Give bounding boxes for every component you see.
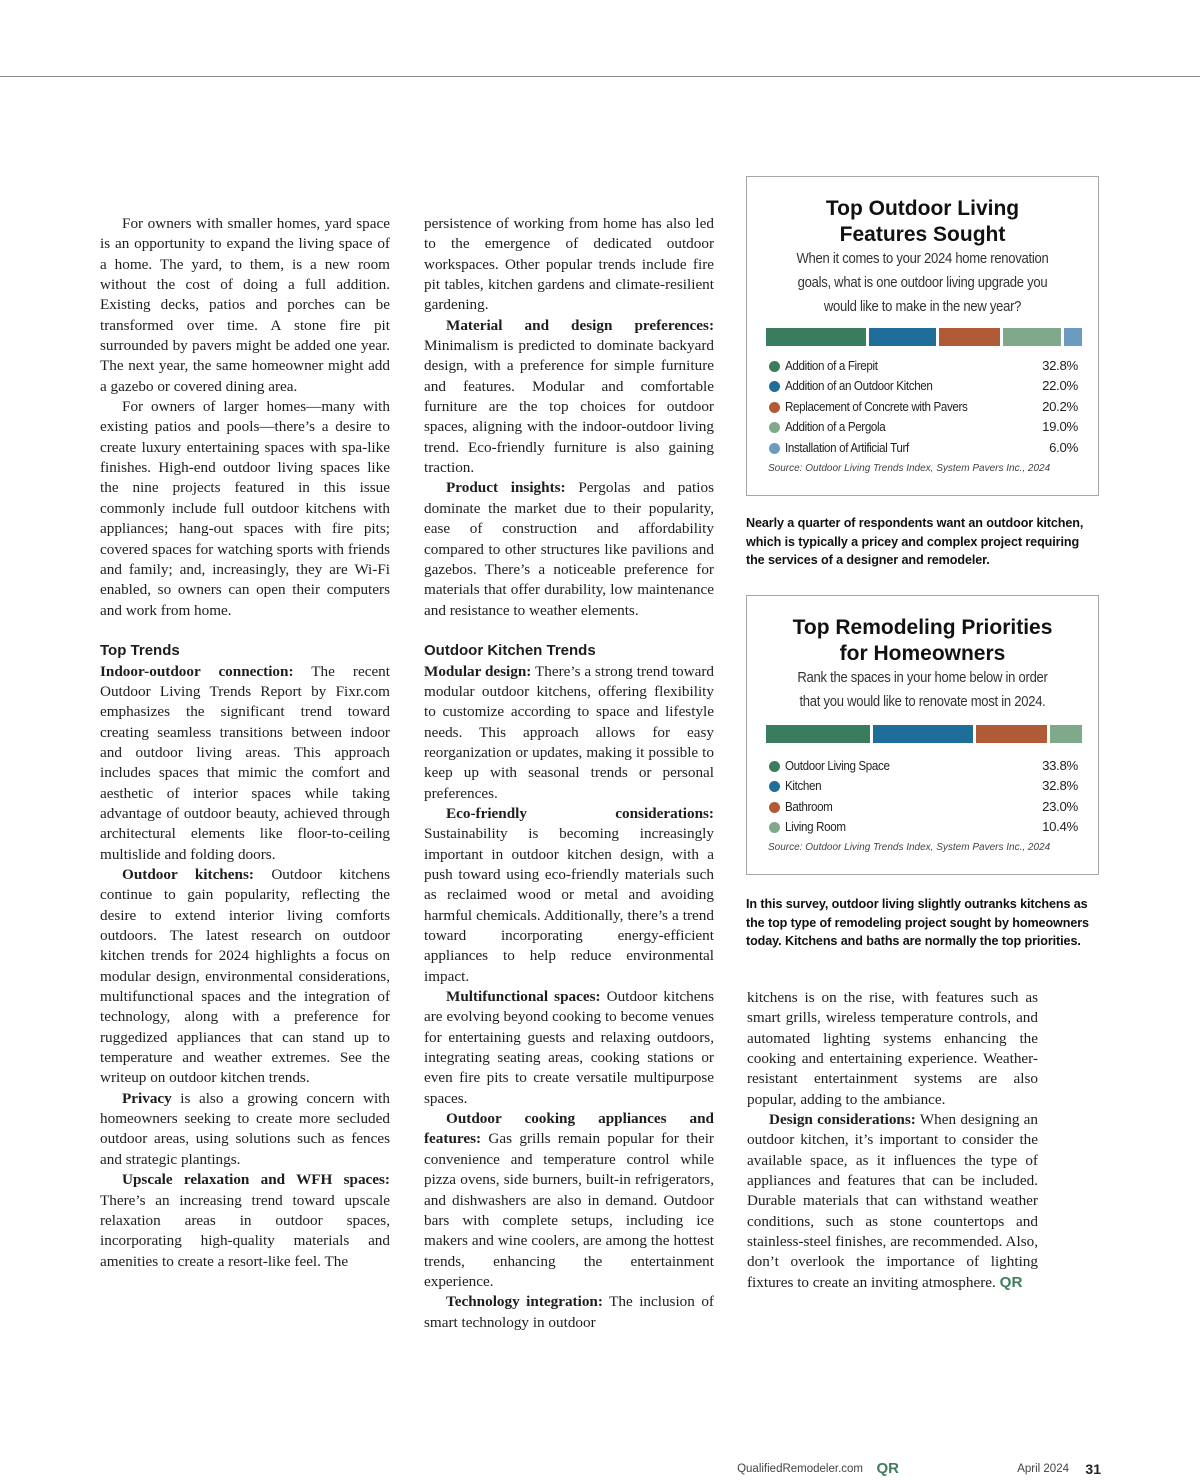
run-in-heading: Upscale relaxation and WFH spaces:: [122, 1171, 390, 1189]
run-in-heading: Multifunctional spaces:: [446, 988, 601, 1006]
chart-legend: [769, 756, 1080, 838]
legend-value: 23.0%: [1042, 798, 1078, 814]
paragraph-text: Sustainability is becoming increasingly important in outdoor kitchen design, with a push toward using eco-friendly materials such as reclaimed wood or metal and avoiding harmful chemicals. Additionally, there’s a trend toward incorporating energy-efficient appliances to help reduce environmental impact.: [424, 825, 714, 985]
chart-caption: In this survey, outdoor living slightly outranks kitchens as the top type of remodeling project sought by homeowners today. Kitchens and baths are normally the top priorities.: [746, 897, 1089, 948]
paragraph: For owners with smaller homes, yard space is an opportunity to expand the living space of a home. The yard, to them, is a new room without the cost of doing a full addition. Existing decks, patios and porches can be transformed over time. A stone fire pit surrounded by pavers might be added one year. The next year, the same homeowner might add a gazebo or covered dining area.: [100, 215, 390, 395]
paragraph: [100, 865, 390, 1089]
paragraph: [100, 662, 390, 865]
legend-swatch: [769, 443, 780, 454]
paragraph-text: Outdoor kitchens continue to gain popularity, reflecting the desire to extend interior living comforts outdoors. The latest research on outdoor kitchen trends for 2024 highlights a focus on modular design, environmental considerations, multifunctional spaces and the integration of technology, along with a preference for ruggedized appliances that can stand up to temperature and weather extremes. See the writeup on outdoor kitchen trends.: [100, 866, 390, 1087]
legend-item: [769, 817, 1080, 837]
run-in-heading: Material and design preferences:: [446, 316, 714, 334]
article-column-1: [100, 214, 390, 1272]
article-column-2: [424, 214, 714, 1333]
bar-segment: [1050, 725, 1082, 743]
paragraph-text: Minimalism is predicted to dominate backyard design, with a preference for simple furniture and features. Modular and comfortable furniture are the top choices for outdoor spaces, aligning with the indoor-outdoor living trend. Eco-friendly furniture is also gaining traction.: [424, 337, 714, 477]
run-in-heading: Outdoor cooking appliances and features:: [424, 1110, 714, 1148]
legend-swatch: [769, 381, 780, 392]
legend-value: 32.8%: [1042, 778, 1078, 794]
run-in-heading: Modular design:: [424, 662, 532, 680]
qr-logo: QR: [876, 1460, 899, 1477]
run-in-heading: Design considerations:: [769, 1111, 916, 1129]
paragraph: [424, 478, 714, 620]
legend-swatch: [769, 781, 780, 792]
paragraph-text: Gas grills remain popular for their convenience and temperature control while pizza ovens, side burners, built-in refrigerators, and dishwashers are also in demand. Outdoor bars with complete setups, including ice makers and wine coolers, are among the hottest trends, enhancing the entertainment experience.: [424, 1130, 714, 1290]
legend-label: Installation of Artificial Turf: [785, 439, 909, 455]
legend-swatch: [769, 402, 780, 413]
paragraph: [424, 316, 714, 479]
chart-subtitle-line: would like to make in the new year?: [823, 299, 1022, 315]
bar-segment: [1003, 328, 1061, 346]
run-in-heading: Eco-friendly considerations:: [446, 804, 714, 822]
legend-value: 19.0%: [1042, 419, 1078, 435]
footer-date: April 2024: [1017, 1463, 1069, 1475]
chart-subtitle-line: When it comes to your 2024 home renovation: [796, 251, 1049, 267]
chart-source: Source: Outdoor Living Trends Index, System Pavers Inc., 2024: [768, 463, 1051, 474]
legend-item: [769, 776, 1080, 796]
bar-segment: [766, 328, 866, 346]
chart-outdoor-features: [746, 176, 1099, 496]
chart-title-line: Features Sought: [839, 223, 1006, 246]
paragraph: persistence of working from home has also led to the emergence of dedicated outdoor workspaces. Other popular trends include fire pit tables, kitchen gardens and climate-resilient gardening.: [424, 215, 714, 314]
legend-swatch: [769, 761, 780, 772]
legend-value: 33.8%: [1042, 758, 1078, 773]
paragraph-text: When designing an outdoor kitchen, it’s important to consider the available space, as it influences the type of appliances and features that can be included. Durable materials that can withstand weather conditions, such as stone countertops and stainless-steel finishes, are recommended. Also, don’t overlook the importance of lighting fixtures to create an inviting atmosphere.: [747, 1111, 1038, 1291]
legend-value: 20.2%: [1042, 398, 1078, 414]
article-column-3: [747, 988, 1038, 1293]
chart-caption: Nearly a quarter of respondents want an outdoor kitchen, which is typically a pricey and complex project requiring the services of a designer and remodeler.: [746, 516, 1084, 567]
paragraph: [424, 1109, 714, 1292]
legend-swatch: [769, 822, 780, 833]
stacked-bar: [766, 328, 1082, 346]
paragraph-text: There’s an increasing trend toward upscale relaxation areas in outdoor spaces, incorporating high-quality materials and amenities to create a resort-like feel. The: [100, 1191, 390, 1270]
chart-title-line: Top Remodeling Priorities: [792, 616, 1053, 639]
header-rule: [0, 76, 1200, 77]
legend-item: [769, 397, 1080, 417]
run-in-heading: Outdoor kitchens:: [122, 866, 254, 883]
run-in-heading: Privacy: [122, 1089, 172, 1107]
chart-subtitle: [765, 666, 1081, 714]
run-in-heading: Indoor-outdoor connection:: [100, 662, 294, 680]
bar-segment: [869, 328, 936, 346]
paragraph: kitchens is on the rise, with features such as smart grills, wireless temperature controls, and automated lighting systems enhancing the cooking and entertaining experience. Weather-resistant entertainment systems are also popular, adding to the ambiance.: [747, 989, 1038, 1108]
chart-title-line: for Homeowners: [839, 642, 1006, 665]
paragraph: [424, 804, 714, 987]
legend-label: Addition of a Firepit: [785, 358, 878, 373]
legend-value: 32.8%: [1042, 358, 1078, 373]
legend-value: 22.0%: [1042, 378, 1078, 394]
legend-label: Bathroom: [785, 798, 833, 814]
paragraph-text: Outdoor kitchens are evolving beyond cooking to become venues for entertaining guests and relaxing outdoors, integrating seating areas, cooking stations or even fire pits to create versatile multipurpose spaces.: [424, 988, 714, 1107]
chart-legend: [769, 356, 1080, 458]
legend-label: Addition of an Outdoor Kitchen: [785, 378, 933, 394]
bar-segment: [976, 725, 1047, 743]
chart-title: [747, 615, 1098, 667]
section-heading: Top Trends: [100, 642, 180, 660]
paragraph-text: Pergolas and patios dominate the market due to their popularity, ease of construction and affordability compared to other structures like pavilions and gazebos. There’s a noticeable preference for materials that offer durability, low maintenance and resistance to weather elements.: [424, 479, 714, 619]
paragraph: [747, 1110, 1038, 1293]
run-in-heading: Product insights:: [446, 479, 566, 497]
paragraph-text: The recent Outdoor Living Trends Report by Fixr.com emphasizes the significant trend toward creating seamless transitions between indoor and outdoor living areas. This approach includes spaces that mimic the comfort and aesthetic of interior spaces while taking advantage of outdoor beauty, achieved through architectural elements like floor-to-ceiling multislide and folding doors.: [100, 662, 390, 863]
chart-remodeling-priorities: [746, 595, 1099, 875]
paragraph-text: There’s a strong trend toward modular outdoor kitchens, offering flexibility to customize according to space and lifestyle needs. This approach allows for easy reorganization or updates, making it possible to keep up with seasonal trends or personal preferences.: [424, 662, 714, 802]
footer-site-link[interactable]: QualifiedRemodeler.com: [737, 1463, 863, 1475]
paragraph: [424, 987, 714, 1109]
chart-title: [747, 196, 1098, 248]
paragraph: For owners of larger homes—many with existing patios and pools—there’s a desire to create luxury entertaining spaces with spa-like finishes. High-end outdoor living spaces like the nine projects featured in this issue commonly include full outdoor kitchens with appliances; hang-out spaces with fire pits; covered spaces for watching sports with friends and family; and, increasingly, they are Wi-Fi enabled, so owners can open their computers and work from home.: [100, 398, 390, 619]
page-footer: [0, 1460, 1101, 1480]
bar-segment: [873, 725, 974, 743]
bar-segment: [766, 725, 870, 743]
paragraph-text: is also a growing concern with homeowners seeking to create more secluded outdoor areas, using solutions such as fences and strategic plantings.: [100, 1089, 390, 1168]
legend-item: [769, 376, 1080, 396]
legend-label: Replacement of Concrete with Pavers: [785, 398, 968, 414]
legend-swatch: [769, 422, 780, 433]
chart-title-line: Top Outdoor Living: [825, 197, 1020, 220]
paragraph: [424, 662, 714, 804]
legend-label: Living Room: [785, 819, 846, 835]
chart-subtitle: [765, 247, 1081, 319]
legend-item: [769, 417, 1080, 437]
run-in-heading: Technology integration:: [446, 1293, 603, 1311]
paragraph: [424, 1292, 714, 1333]
legend-swatch: [769, 802, 780, 813]
section-heading: Outdoor Kitchen Trends: [424, 642, 596, 660]
page-number: 31: [1085, 1461, 1101, 1477]
legend-swatch: [769, 361, 780, 372]
legend-item: [769, 756, 1080, 776]
stacked-bar: [766, 725, 1082, 743]
bar-segment: [939, 328, 1000, 346]
legend-item: [769, 438, 1080, 458]
chart-subtitle-line: Rank the spaces in your home below in order: [797, 670, 1048, 686]
legend-value: 6.0%: [1049, 439, 1078, 455]
paragraph: [100, 1089, 390, 1170]
legend-value: 10.4%: [1042, 819, 1078, 835]
legend-item: [769, 797, 1080, 817]
end-mark-logo: QR: [999, 1273, 1023, 1291]
legend-label: Outdoor Living Space: [785, 758, 890, 773]
chart-subtitle-line: that you would like to renovate most in 2024.: [799, 694, 1046, 710]
chart-subtitle-line: goals, what is one outdoor living upgrade you: [797, 275, 1048, 291]
chart-source: Source: Outdoor Living Trends Index, System Pavers Inc., 2024: [768, 842, 1051, 853]
bar-segment: [1064, 328, 1082, 346]
paragraph: [100, 1170, 390, 1272]
legend-label: Kitchen: [785, 778, 822, 794]
legend-item: [769, 356, 1080, 376]
paragraph-text: The inclusion of smart technology in outdoor: [424, 1293, 714, 1331]
legend-label: Addition of a Pergola: [785, 419, 886, 435]
